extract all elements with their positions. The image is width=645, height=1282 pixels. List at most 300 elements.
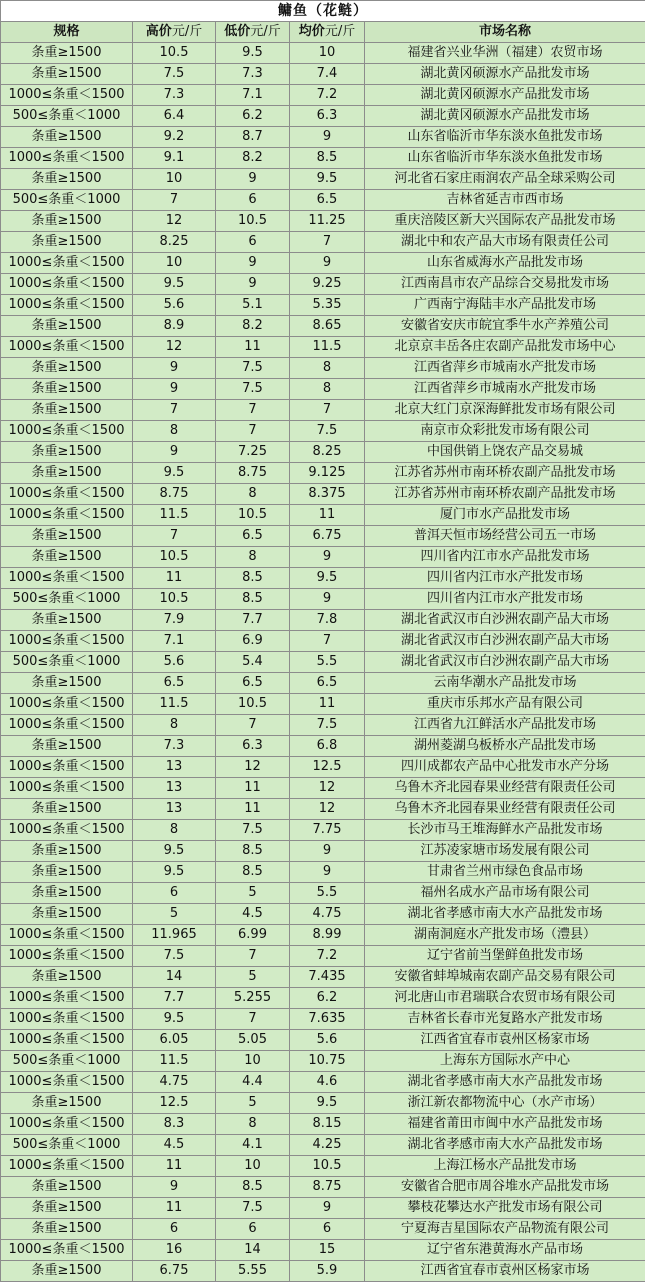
market-name-cell: 湖州菱湖乌板桥水产品批发市场 (365, 736, 645, 757)
avg-price-cell: 6 (290, 1219, 365, 1240)
table-row (1, 841, 645, 862)
table-row (1, 337, 645, 358)
table-row (1, 1240, 645, 1261)
table-row (1, 442, 645, 463)
spec-cell: 1000≤条重＜1500 (1, 568, 133, 589)
table-row (1, 1051, 645, 1072)
avg-price-cell: 9.5 (290, 568, 365, 589)
spec-cell: 条重≥1500 (1, 463, 133, 484)
market-name-cell: 吉林省长春市光复路水产批发市场 (365, 1009, 645, 1030)
avg-price-cell: 11.5 (290, 337, 365, 358)
market-name-cell: 云南华潮水产品批发市场 (365, 673, 645, 694)
market-name-cell: 湖北省武汉市白沙洲农副产品大市场 (365, 610, 645, 631)
avg-price-cell: 6.2 (290, 988, 365, 1009)
market-name-cell: 湖北中和农产品大市场有限责任公司 (365, 232, 645, 253)
high-price-cell: 7.1 (133, 631, 216, 652)
low-price-cell: 6 (216, 232, 290, 253)
high-price-cell: 12 (133, 337, 216, 358)
avg-price-cell: 8.375 (290, 484, 365, 505)
table-row (1, 1114, 645, 1135)
avg-price-cell: 4.75 (290, 904, 365, 925)
avg-price-cell: 7.5 (290, 715, 365, 736)
avg-price-cell: 7.2 (290, 85, 365, 106)
low-price-cell: 6.2 (216, 106, 290, 127)
table-row (1, 190, 645, 211)
high-price-cell: 7 (133, 400, 216, 421)
high-price-cell: 4.5 (133, 1135, 216, 1156)
header-high-price (133, 22, 216, 43)
avg-price-cell: 9.5 (290, 1093, 365, 1114)
low-price-cell: 4.5 (216, 904, 290, 925)
spec-cell: 1000≤条重＜1500 (1, 925, 133, 946)
low-price-cell: 8.5 (216, 862, 290, 883)
table-row (1, 736, 645, 757)
low-price-cell: 7.7 (216, 610, 290, 631)
high-price-cell: 12 (133, 211, 216, 232)
low-price-cell: 8.7 (216, 127, 290, 148)
spec-cell: 1000≤条重＜1500 (1, 1009, 133, 1030)
spec-cell: 1000≤条重＜1500 (1, 421, 133, 442)
high-price-cell: 13 (133, 757, 216, 778)
spec-cell: 条重≥1500 (1, 169, 133, 190)
avg-price-cell: 7.435 (290, 967, 365, 988)
market-name-cell: 四川成都农产品中心批发市水产分场 (365, 757, 645, 778)
low-price-cell: 9 (216, 253, 290, 274)
market-name-cell: 辽宁省前当堡鲜鱼批发市场 (365, 946, 645, 967)
spec-cell: 1000≤条重＜1500 (1, 295, 133, 316)
avg-price-cell: 9 (290, 862, 365, 883)
high-price-cell: 12.5 (133, 1093, 216, 1114)
table-row (1, 400, 645, 421)
high-price-cell: 5.6 (133, 652, 216, 673)
low-price-cell: 7 (216, 421, 290, 442)
table-row (1, 946, 645, 967)
avg-price-cell: 9.125 (290, 463, 365, 484)
high-price-cell: 9.5 (133, 841, 216, 862)
low-price-cell: 10.5 (216, 505, 290, 526)
table-row (1, 85, 645, 106)
avg-price-cell: 9 (290, 1198, 365, 1219)
high-price-cell: 10 (133, 169, 216, 190)
market-name-cell: 湖北省孝感市南大水产品批发市场 (365, 1135, 645, 1156)
high-price-cell: 8.75 (133, 484, 216, 505)
low-price-cell: 7.5 (216, 358, 290, 379)
spec-cell: 条重≥1500 (1, 1198, 133, 1219)
high-price-cell: 7.9 (133, 610, 216, 631)
table-row (1, 169, 645, 190)
low-price-cell: 7.1 (216, 85, 290, 106)
high-price-cell: 13 (133, 799, 216, 820)
table-row (1, 253, 645, 274)
high-price-cell: 9.2 (133, 127, 216, 148)
low-price-cell: 7.5 (216, 820, 290, 841)
high-price-cell: 7.5 (133, 946, 216, 967)
high-price-cell: 10.5 (133, 547, 216, 568)
low-price-cell: 5.1 (216, 295, 290, 316)
market-name-cell: 山东省临沂市华东淡水鱼批发市场 (365, 148, 645, 169)
low-price-cell: 8.5 (216, 568, 290, 589)
avg-price-cell: 9 (290, 127, 365, 148)
spec-cell: 条重≥1500 (1, 64, 133, 85)
avg-price-cell: 11 (290, 694, 365, 715)
market-name-cell: 宁夏海吉星国际农产品物流有限公司 (365, 1219, 645, 1240)
spec-cell: 条重≥1500 (1, 232, 133, 253)
low-price-cell: 8.2 (216, 316, 290, 337)
avg-price-cell: 7.8 (290, 610, 365, 631)
avg-price-cell: 7.5 (290, 421, 365, 442)
table-row (1, 988, 645, 1009)
high-price-cell: 7.3 (133, 85, 216, 106)
spec-cell: 1000≤条重＜1500 (1, 337, 133, 358)
low-price-cell: 7.5 (216, 1198, 290, 1219)
spec-cell: 条重≥1500 (1, 736, 133, 757)
market-name-cell: 重庆涪陵区新大兴国际农产品批发市场 (365, 211, 645, 232)
avg-price-cell: 7 (290, 400, 365, 421)
high-price-cell: 11 (133, 1198, 216, 1219)
high-price-cell: 13 (133, 778, 216, 799)
avg-price-cell: 12.5 (290, 757, 365, 778)
high-price-cell: 11.5 (133, 694, 216, 715)
table-row (1, 1198, 645, 1219)
avg-price-cell: 9 (290, 253, 365, 274)
low-price-cell: 7 (216, 1009, 290, 1030)
table-row (1, 694, 645, 715)
spec-cell: 条重≥1500 (1, 610, 133, 631)
market-name-cell: 甘肃省兰州市绿色食品市场 (365, 862, 645, 883)
spec-cell: 条重≥1500 (1, 1219, 133, 1240)
low-price-cell: 7 (216, 946, 290, 967)
avg-price-cell: 9 (290, 841, 365, 862)
market-name-cell: 上海东方国际水产中心 (365, 1051, 645, 1072)
market-name-cell: 江苏省苏州市南环桥农副产品批发市场 (365, 484, 645, 505)
avg-price-cell: 8.65 (290, 316, 365, 337)
high-price-cell: 6.05 (133, 1030, 216, 1051)
spec-cell: 条重≥1500 (1, 862, 133, 883)
low-price-cell: 7.25 (216, 442, 290, 463)
avg-price-cell: 8 (290, 358, 365, 379)
high-price-cell: 6.4 (133, 106, 216, 127)
table-row (1, 631, 645, 652)
low-price-cell: 8.5 (216, 841, 290, 862)
low-price-cell: 6.3 (216, 736, 290, 757)
high-price-cell: 9 (133, 358, 216, 379)
table-row (1, 757, 645, 778)
market-name-cell: 湖北省武汉市白沙洲农副产品大市场 (365, 631, 645, 652)
high-price-cell: 6 (133, 1219, 216, 1240)
high-price-cell: 9 (133, 379, 216, 400)
high-price-cell: 5 (133, 904, 216, 925)
low-price-cell: 11 (216, 337, 290, 358)
avg-price-cell: 8.99 (290, 925, 365, 946)
table-row (1, 904, 645, 925)
high-price-cell: 9 (133, 442, 216, 463)
market-name-cell: 湖北黄冈硕源水产品批发市场 (365, 64, 645, 85)
spec-cell: 1000≤条重＜1500 (1, 505, 133, 526)
avg-price-cell: 9.25 (290, 274, 365, 295)
high-price-cell: 7.3 (133, 736, 216, 757)
low-price-cell: 6.5 (216, 673, 290, 694)
avg-price-cell: 11.25 (290, 211, 365, 232)
market-name-cell: 攀枝花攀达水产批发市场有限公司 (365, 1198, 645, 1219)
table-row (1, 820, 645, 841)
table-row (1, 1177, 645, 1198)
market-name-cell: 浙江新农都物流中心（水产市场） (365, 1093, 645, 1114)
table-row (1, 43, 645, 64)
table-row (1, 715, 645, 736)
avg-price-cell: 5.5 (290, 883, 365, 904)
market-name-cell: 江西南昌市农产品综合交易批发市场 (365, 274, 645, 295)
avg-price-cell: 6.8 (290, 736, 365, 757)
market-name-cell: 北京京丰岳各庄农副产品批发市场中心 (365, 337, 645, 358)
low-price-cell: 7 (216, 400, 290, 421)
market-name-cell: 上海江杨水产品批发市场 (365, 1156, 645, 1177)
low-price-cell: 9.5 (216, 43, 290, 64)
low-price-cell: 8 (216, 1114, 290, 1135)
low-price-cell: 6.9 (216, 631, 290, 652)
high-price-cell: 6.5 (133, 673, 216, 694)
market-name-cell: 河北省石家庄雨润农产品全球采购公司 (365, 169, 645, 190)
table-row (1, 673, 645, 694)
avg-price-cell: 9.5 (290, 169, 365, 190)
table-row (1, 127, 645, 148)
low-price-cell: 10 (216, 1156, 290, 1177)
low-price-cell: 14 (216, 1240, 290, 1261)
spec-cell: 1000≤条重＜1500 (1, 946, 133, 967)
low-price-cell: 12 (216, 757, 290, 778)
high-price-cell: 11 (133, 1156, 216, 1177)
low-price-cell: 5.4 (216, 652, 290, 673)
spec-cell: 500≤条重＜1000 (1, 1051, 133, 1072)
header-high-price-label: 高价 (145, 24, 172, 39)
high-price-cell: 9.5 (133, 862, 216, 883)
low-price-cell: 9 (216, 274, 290, 295)
low-price-cell: 7 (216, 715, 290, 736)
avg-price-cell: 15 (290, 1240, 365, 1261)
spec-cell: 500≤条重＜1000 (1, 652, 133, 673)
spec-cell: 500≤条重＜1000 (1, 106, 133, 127)
high-price-cell: 8.25 (133, 232, 216, 253)
spec-cell: 条重≥1500 (1, 799, 133, 820)
avg-price-cell: 6.3 (290, 106, 365, 127)
spec-cell: 500≤条重＜1000 (1, 190, 133, 211)
avg-price-cell: 7.635 (290, 1009, 365, 1030)
spec-cell: 条重≥1500 (1, 211, 133, 232)
table-row (1, 463, 645, 484)
spec-cell: 条重≥1500 (1, 883, 133, 904)
market-name-cell: 长沙市马王堆海鲜水产品批发市场 (365, 820, 645, 841)
table-row (1, 967, 645, 988)
table-row (1, 547, 645, 568)
low-price-cell: 11 (216, 799, 290, 820)
table-row (1, 232, 645, 253)
market-name-cell: 乌鲁木齐北园春果业经营有限责任公司 (365, 799, 645, 820)
avg-price-cell: 9 (290, 547, 365, 568)
spec-cell: 条重≥1500 (1, 1177, 133, 1198)
table-row (1, 379, 645, 400)
low-price-cell: 7.3 (216, 64, 290, 85)
market-name-cell: 江西省宜春市袁州区杨家市场 (365, 1261, 645, 1282)
spec-cell: 条重≥1500 (1, 43, 133, 64)
header-spec (1, 22, 133, 43)
market-name-cell: 厦门市水产品批发市场 (365, 505, 645, 526)
market-name-cell: 山东省临沂市华东淡水鱼批发市场 (365, 127, 645, 148)
table-row (1, 1261, 645, 1282)
avg-price-cell: 6.75 (290, 526, 365, 547)
avg-price-cell: 4.6 (290, 1072, 365, 1093)
table-row (1, 106, 645, 127)
market-name-cell: 江西省萍乡市城南水产批发市场 (365, 379, 645, 400)
low-price-cell: 5.55 (216, 1261, 290, 1282)
header-avg-price-label: 均价 (298, 24, 325, 39)
spec-cell: 500≤条重＜1000 (1, 589, 133, 610)
spec-cell: 条重≥1500 (1, 904, 133, 925)
avg-price-cell: 10 (290, 43, 365, 64)
avg-price-cell: 8.15 (290, 1114, 365, 1135)
high-price-cell: 11.5 (133, 1051, 216, 1072)
market-name-cell: 湖北黄冈硕源水产品批发市场 (365, 85, 645, 106)
header-low-price (216, 22, 290, 43)
high-price-cell: 16 (133, 1240, 216, 1261)
table-row (1, 64, 645, 85)
header-spec-label: 规格 (53, 24, 80, 39)
avg-price-cell: 8.5 (290, 148, 365, 169)
low-price-cell: 8.5 (216, 1177, 290, 1198)
low-price-cell: 8 (216, 547, 290, 568)
header-low-price-label: 低价 (224, 24, 251, 39)
market-name-cell: 普洱天恒市场经营公司五一市场 (365, 526, 645, 547)
avg-price-cell: 5.6 (290, 1030, 365, 1051)
market-name-cell: 安徽省合肥市周谷堆水产品批发市场 (365, 1177, 645, 1198)
market-name-cell: 山东省威海水产品批发市场 (365, 253, 645, 274)
avg-price-cell: 7.4 (290, 64, 365, 85)
spec-cell: 1000≤条重＜1500 (1, 1030, 133, 1051)
avg-price-cell: 8.75 (290, 1177, 365, 1198)
spec-cell: 1000≤条重＜1500 (1, 1156, 133, 1177)
title-row (1, 1, 645, 22)
low-price-cell: 10.5 (216, 211, 290, 232)
spec-cell: 条重≥1500 (1, 127, 133, 148)
table-row (1, 862, 645, 883)
avg-price-cell: 6.5 (290, 673, 365, 694)
market-name-cell: 乌鲁木齐北园春果业经营有限责任公司 (365, 778, 645, 799)
high-price-cell: 8.9 (133, 316, 216, 337)
market-name-cell: 重庆市乐邦水产品有限公司 (365, 694, 645, 715)
market-name-cell: 广西南宁海陆丰水产品批发市场 (365, 295, 645, 316)
spec-cell: 条重≥1500 (1, 547, 133, 568)
avg-price-cell: 8.25 (290, 442, 365, 463)
spec-cell: 条重≥1500 (1, 841, 133, 862)
spec-cell: 1000≤条重＜1500 (1, 274, 133, 295)
table-body (1, 43, 645, 1282)
avg-price-cell: 5.35 (290, 295, 365, 316)
low-price-cell: 5.255 (216, 988, 290, 1009)
market-name-cell: 四川省内江市水产批发市场 (365, 589, 645, 610)
spec-cell: 条重≥1500 (1, 400, 133, 421)
market-name-cell: 江西省九江鲜活水产品批发市场 (365, 715, 645, 736)
high-price-cell: 8 (133, 421, 216, 442)
high-price-cell: 10.5 (133, 589, 216, 610)
high-price-cell: 11.5 (133, 505, 216, 526)
header-market-label: 市场名称 (479, 24, 532, 39)
table-row (1, 274, 645, 295)
low-price-cell: 8.75 (216, 463, 290, 484)
spec-cell: 1000≤条重＜1500 (1, 148, 133, 169)
avg-price-cell: 6.5 (290, 190, 365, 211)
market-name-cell: 江苏省苏州市南环桥农副产品批发市场 (365, 463, 645, 484)
high-price-cell: 5.6 (133, 295, 216, 316)
low-price-cell: 5 (216, 883, 290, 904)
table-row (1, 883, 645, 904)
low-price-cell: 5.05 (216, 1030, 290, 1051)
table-row (1, 1156, 645, 1177)
table-row (1, 1219, 645, 1240)
market-name-cell: 四川省内江市水产品批发市场 (365, 547, 645, 568)
market-name-cell: 中国供销上饶农产品交易城 (365, 442, 645, 463)
header-avg-price (290, 22, 365, 43)
high-price-cell: 4.75 (133, 1072, 216, 1093)
table-row (1, 799, 645, 820)
low-price-cell: 10.5 (216, 694, 290, 715)
table-row (1, 1009, 645, 1030)
market-name-cell: 湖北省孝感市南大水产品批发市场 (365, 1072, 645, 1093)
high-price-cell: 11 (133, 568, 216, 589)
low-price-cell: 4.1 (216, 1135, 290, 1156)
high-price-cell: 7.5 (133, 64, 216, 85)
table-row (1, 316, 645, 337)
low-price-cell: 5 (216, 1093, 290, 1114)
header-low-price-unit: 元/斤 (250, 24, 281, 39)
low-price-cell: 4.4 (216, 1072, 290, 1093)
table-row (1, 421, 645, 442)
high-price-cell: 14 (133, 967, 216, 988)
high-price-cell: 7 (133, 190, 216, 211)
high-price-cell: 8 (133, 715, 216, 736)
spec-cell: 1000≤条重＜1500 (1, 1114, 133, 1135)
market-name-cell: 安徽省蚌埠城南农副产品交易有限公司 (365, 967, 645, 988)
market-name-cell: 福建省兴业华洲（福建）农贸市场 (365, 43, 645, 64)
spec-cell: 条重≥1500 (1, 1093, 133, 1114)
high-price-cell: 6.75 (133, 1261, 216, 1282)
spec-cell: 1000≤条重＜1500 (1, 1072, 133, 1093)
spec-cell: 条重≥1500 (1, 1261, 133, 1282)
market-name-cell: 辽宁省东港黄海水产品市场 (365, 1240, 645, 1261)
low-price-cell: 6 (216, 1219, 290, 1240)
market-name-cell: 江西省萍乡市城南水产批发市场 (365, 358, 645, 379)
market-name-cell: 福州名成水产品市场有限公司 (365, 883, 645, 904)
table-row (1, 1093, 645, 1114)
high-price-cell: 6 (133, 883, 216, 904)
high-price-cell: 10 (133, 253, 216, 274)
spec-cell: 1000≤条重＜1500 (1, 694, 133, 715)
table-row (1, 610, 645, 631)
low-price-cell: 8.5 (216, 589, 290, 610)
market-name-cell: 湖北黄冈硕源水产品批发市场 (365, 106, 645, 127)
avg-price-cell: 12 (290, 778, 365, 799)
header-row (1, 22, 645, 43)
market-name-cell: 河北唐山市君瑞联合农贸市场有限公司 (365, 988, 645, 1009)
high-price-cell: 9.1 (133, 148, 216, 169)
spec-cell: 1000≤条重＜1500 (1, 715, 133, 736)
spec-cell: 1000≤条重＜1500 (1, 988, 133, 1009)
market-name-cell: 湖南洞庭水产批发市场（澧县） (365, 925, 645, 946)
table-row (1, 1072, 645, 1093)
spec-cell: 1000≤条重＜1500 (1, 484, 133, 505)
avg-price-cell: 7.2 (290, 946, 365, 967)
low-price-cell: 7.5 (216, 379, 290, 400)
table-row (1, 778, 645, 799)
low-price-cell: 11 (216, 778, 290, 799)
high-price-cell: 9.5 (133, 463, 216, 484)
